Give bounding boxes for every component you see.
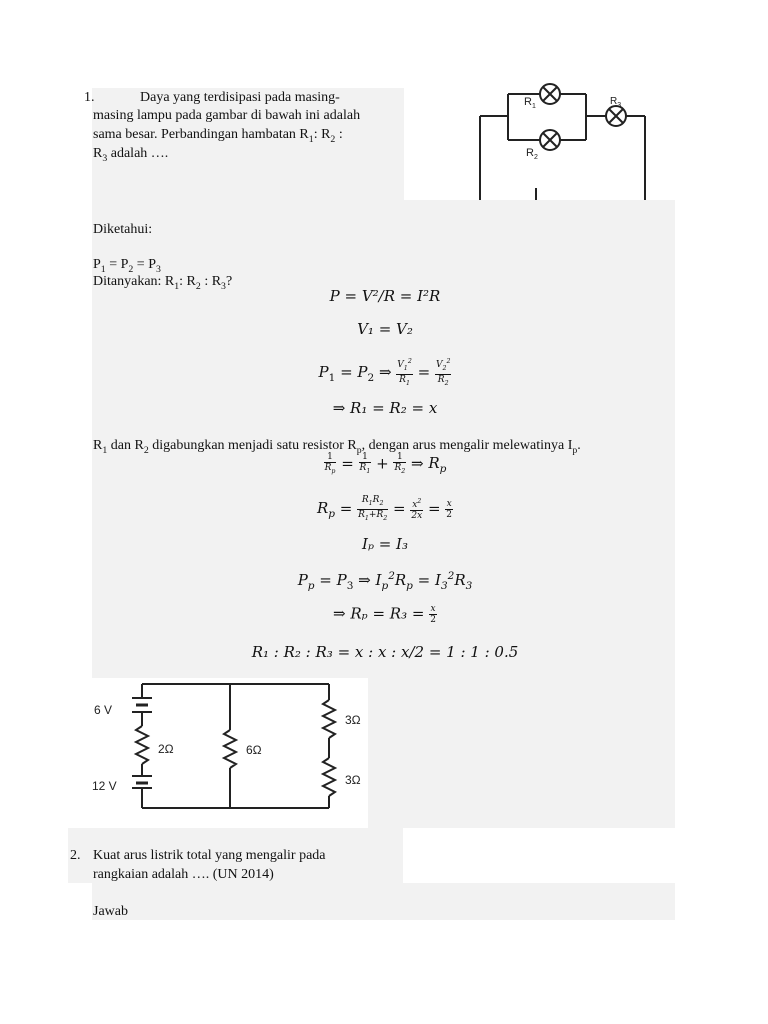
question1-line2: masing lampu pada gambar di bawah ini adalah (93, 108, 361, 123)
resistor-3ohm-bottom-label: 3Ω (345, 773, 361, 787)
resistor-2ohm-label: 2Ω (158, 742, 174, 756)
answer-block-bg (92, 883, 675, 920)
circuit-diagram-lamps (470, 80, 660, 200)
resistor-6ohm-label: 6Ω (246, 743, 262, 757)
equation-power: P = V²/R = I²R (329, 287, 441, 305)
equation-parallel-sum: $\frac{1}{R_p}$ = $\frac{1}{R_1}$ + $\frac{1}{R_2}$ ⇒ $R_p$ (324, 452, 447, 476)
equation-currents: Iₚ = I₃ (362, 535, 408, 553)
voltage-12v-label: 12 V (92, 779, 117, 793)
equation-rp: $R_p$ = $\frac{R_1R_2}{R_1+R_2}$ = $\frac{x^2}{2x}$ = $\frac{x}{2}$ (316, 495, 453, 522)
voltage-6v-label: 6 V (94, 703, 113, 717)
circuit-diagram-resistors (92, 678, 368, 828)
equation-ratio: R₁ : R₂ : R₃ = x : x : x/2 = 1 : 1 : 0.5 (251, 643, 519, 661)
answer-label: Jawab (93, 904, 128, 919)
equation-voltage: V₁ = V₂ (357, 320, 413, 338)
lamp-r3-label: $R_3$ (610, 96, 622, 109)
diketahui-label: Diketahui: (93, 222, 153, 237)
given-powers: $P_1 = P_2 = P_3$ (93, 257, 161, 275)
lamp-r1-label: $R_1$ (524, 96, 536, 110)
parallel-paragraph: $R_1$ dan $R_2$ digabungkan menjadi satu resistor $R_p$, dengan arus mengalir melewatinya $I_p$. (93, 438, 581, 456)
question1-line3: sama besar. Perbandingan hambatan $R_1$: $R_2$ : (93, 127, 343, 145)
equation-r1-r2: ⇒ R₁ = R₂ = x (332, 399, 438, 417)
question1-line4: $R_3$ adalah …. (93, 146, 169, 164)
lamp-r2-label: $R_2$ (526, 147, 538, 161)
question2-number: 2. (70, 848, 81, 863)
equation-rp-r3: ⇒ Rₚ = R₃ = $\frac{x}{2}$ (333, 604, 436, 625)
equation-p1-p2: $P_1 = P_2$ ⇒ $\frac{V_1^2}{R_1}$ = $\frac{V_2^2}{R_2}$ (318, 358, 451, 387)
equation-pp-p3: $P_p = P_3$ ⇒ $I_p^2R_p = I_3^2R_3$ (297, 570, 473, 592)
resistor-3ohm-top-label: 3Ω (345, 713, 361, 727)
ditanyakan-label: Ditanyakan: $R_1$: $R_2$ : $R_3$? (93, 274, 233, 292)
question2-line1: Kuat arus listrik total yang mengalir pada (93, 848, 326, 863)
question1-line1: Daya yang terdisipasi pada masing- (140, 90, 340, 105)
question2-line2: rangkaian adalah …. (UN 2014) (93, 867, 274, 882)
question1-number: 1. (84, 90, 95, 105)
